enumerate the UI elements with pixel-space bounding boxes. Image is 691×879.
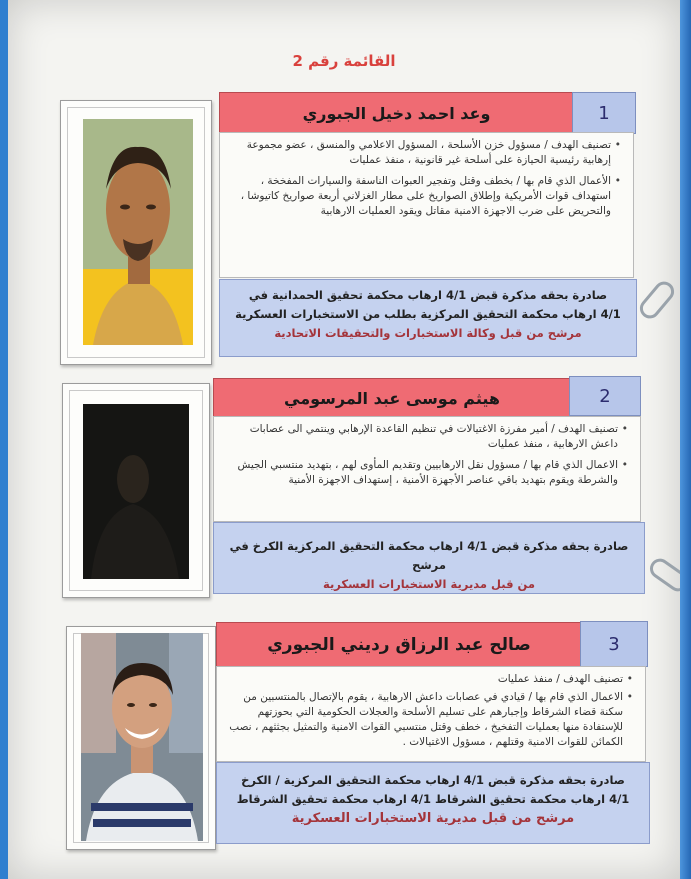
details-box	[219, 132, 634, 278]
entry-number: 2	[569, 376, 641, 416]
warrant-line: صادرة بحقه مذكرة قبض 4/1 ارهاب محكمة التحقيق المركزية الكرخ في مرشح	[229, 539, 629, 572]
classification-text: • تصنيف الهدف / مسؤول خزن الأسلحة ، المسؤول الاعلامي والمنسق ، عضو مجموعة إرهابية رئيسية الحيازة على أسلحة غير قانونية ، منفذ عمليات	[230, 138, 621, 168]
binder-clip	[636, 277, 678, 322]
classification-text: • تصنيف الهدف / أمير مفرزة الاغتيالات في تنظيم القاعدة الإرهابي وينتمي الى عصابات داعش الارهابية ، منفذ عمليات	[224, 422, 628, 452]
photo-frame	[66, 626, 216, 850]
list-title: القائمة رقم 2	[292, 52, 396, 70]
warrant-box	[219, 279, 637, 357]
warrant-line: صادرة بحقه مذكرة قبض 4/1 ارهاب محكمة التحقيق المركزية / الكرخ	[241, 773, 625, 787]
nominated-by: مرشح من قبل مديرية الاستخبارات العسكرية	[291, 811, 575, 826]
suspect-photo	[81, 633, 203, 841]
warrant-line: 4/1 ارهاب محكمة تحقيق الشرقاط 4/1 ارهاب محكمة تحقيق الشرقاط	[236, 792, 630, 806]
folder-edge	[680, 0, 691, 879]
warrant-box	[216, 762, 650, 844]
actions-text: • الاعمال الذي قام بها / مسؤول نقل الارهابيين وتقديم المأوى لهم ، بتهديد منتسبي الجيش والشرطة ويقوم بتهديد باقي عناصر الأجهزة الأمنية ، إستهداف الاجهزة الأمنية	[224, 458, 628, 488]
classification-text: • تصنيف الهدف / منفذ عمليات	[227, 672, 633, 687]
person-name: صالح عبد الرزاق رديني الجبوري	[216, 622, 582, 668]
actions-text: • الأعمال الذي قام بها / بخطف وقتل وتفجير العبوات الناسفة والسيارات المفخخة ، استهداف قوات الأمريكية وإطلاق الصواريخ على مطار الغزلاني أربعة صواريخ كاتيوشا ، والتحريض على ضرب الاجهزة الامنية مقاتل ويقود العمليات الارهابية	[230, 174, 621, 219]
entry-number: 1	[572, 92, 636, 134]
details-box	[216, 666, 646, 762]
warrant-line: من قبل مديرية الاستخبارات العسكرية	[322, 577, 535, 591]
actions-text: • الاعمال الذي قام بها / قيادي في عصابات داعش الارهابية ، يقوم بالإتصال بالمنتسبين من سكنة قضاء الشرقاط وإجبارهم على تسليم الأسلحة والعجلات الحكومية التي بحوزتهم للإستفادة منها بعمليات التفخيخ ، خطف وقتل منتسبي القوات الامنية والتمثيل بجثثهم ، نصب الكمائن للقوات الامنية وقتلهم ، مسؤول الاغتيالات .	[227, 690, 633, 750]
suspect-photo	[83, 119, 193, 345]
person-name: هيثم موسى عبد المرسومي	[213, 378, 571, 418]
warrant-line: صادرة بحقه مذكرة قبض 4/1 ارهاب محكمة تحقيق الحمدانية في	[248, 288, 608, 302]
details-box	[213, 416, 641, 522]
suspect-photo	[83, 404, 189, 579]
warrant-line: 4/1 ارهاب محكمة التحقيق المركزية بطلب من الاستخبارات العسكرية	[235, 307, 621, 321]
document-page	[8, 0, 680, 879]
warrant-box	[213, 522, 645, 594]
photo-frame	[62, 383, 210, 598]
entry-number: 3	[580, 621, 648, 667]
photo-frame	[60, 100, 212, 365]
nominated-by: مرشح من قبل وكالة الاستخبارات والتحقيقات الاتحادية	[274, 326, 582, 340]
person-name: وعد احمد دخيل الجبوري	[219, 92, 574, 134]
